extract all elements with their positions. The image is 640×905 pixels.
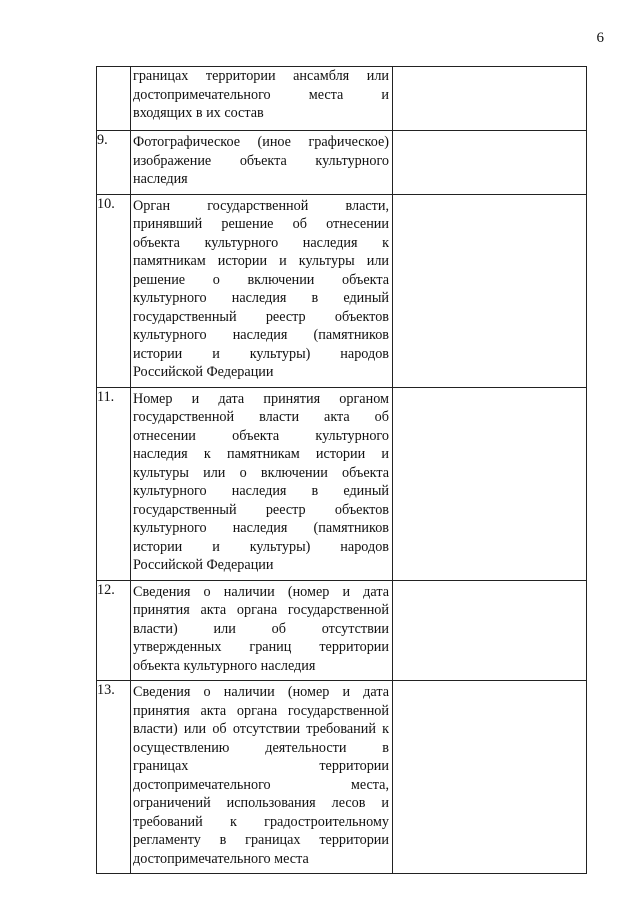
description-line: отнесении объекта культурного xyxy=(133,427,389,444)
description-line: Российской Федерации xyxy=(133,364,274,380)
description-line: принятия акта органа государственной xyxy=(133,602,389,618)
row-description xyxy=(131,131,393,195)
description-line: культуры или о включении объекта xyxy=(133,464,389,481)
description-line: границах территории ансамбля или xyxy=(133,68,389,84)
row-number: 13. xyxy=(97,681,131,874)
description-line: объекта культурного наследия к xyxy=(133,234,389,251)
page-number: 6 xyxy=(596,30,604,46)
description-line: достопримечательного места и xyxy=(133,86,389,103)
row-number: 9. xyxy=(97,131,131,195)
description-line: достопримечательного места xyxy=(133,850,309,867)
description-line: регламенту в границах территории xyxy=(133,832,389,848)
row-description xyxy=(131,580,393,681)
table-row xyxy=(97,131,587,195)
table-row xyxy=(97,67,587,131)
description-line: требований к градостроительному xyxy=(133,813,389,830)
registry-table xyxy=(96,66,587,874)
description-line: Российской Федерации xyxy=(133,557,274,573)
description-line: культурного наследия в единый xyxy=(133,290,389,306)
description-line: достопримечательного места, xyxy=(133,776,389,793)
row-description xyxy=(131,681,393,874)
table-row xyxy=(97,194,587,387)
table-row xyxy=(97,580,587,681)
row-number xyxy=(97,67,131,131)
description-line: истории и культуры) народов xyxy=(133,538,389,555)
description-line: памятникам истории и культуры или xyxy=(133,253,389,269)
description-line: границах территории xyxy=(133,758,389,774)
row-value xyxy=(393,387,587,580)
row-description xyxy=(131,387,393,580)
description-line: государственной власти акта об xyxy=(133,409,389,425)
row-description xyxy=(131,67,393,131)
description-line: наследия к памятникам истории и xyxy=(133,446,389,462)
description-line: наследия xyxy=(133,171,188,187)
description-line: культурного наследия в единый xyxy=(133,483,389,499)
description-line: Сведения о наличии (номер и дата xyxy=(133,583,389,600)
description-line: Орган государственной власти, xyxy=(133,197,389,214)
description-line: изображение объекта культурного xyxy=(133,152,389,169)
table-row xyxy=(97,387,587,580)
description-line: власти) или об отсутствии xyxy=(133,620,389,637)
row-number: 11. xyxy=(97,387,131,580)
description-line: входящих в их состав xyxy=(133,105,264,121)
description-line: ограничений использования лесов и xyxy=(133,795,389,811)
row-description xyxy=(131,194,393,387)
description-line: утвержденных границ территории xyxy=(133,639,389,655)
description-line: Сведения о наличии (номер и дата xyxy=(133,684,389,700)
description-line: Фотографическое (иное графическое) xyxy=(133,134,389,150)
description-line: власти) или об отсутствии требований к xyxy=(133,721,389,737)
description-line: принявший решение об отнесении xyxy=(133,216,389,232)
description-line: культурного наследия (памятников xyxy=(133,520,389,536)
description-line: государственный реестр объектов xyxy=(133,308,389,325)
description-line: объекта культурного наследия xyxy=(133,657,316,674)
description-line: осуществлению деятельности в xyxy=(133,739,389,756)
description-line: культурного наследия (памятников xyxy=(133,327,389,343)
description-line: принятия акта органа государственной xyxy=(133,702,389,719)
row-value xyxy=(393,580,587,681)
row-value xyxy=(393,681,587,874)
row-value xyxy=(393,67,587,131)
row-number: 10. xyxy=(97,194,131,387)
table-row xyxy=(97,681,587,874)
row-value xyxy=(393,194,587,387)
table-body xyxy=(97,67,587,874)
description-line: Номер и дата принятия органом xyxy=(133,390,389,407)
description-line: решение о включении объекта xyxy=(133,271,389,288)
row-number: 12. xyxy=(97,580,131,681)
row-value xyxy=(393,131,587,195)
description-line: государственный реестр объектов xyxy=(133,501,389,518)
description-line: истории и культуры) народов xyxy=(133,345,389,362)
